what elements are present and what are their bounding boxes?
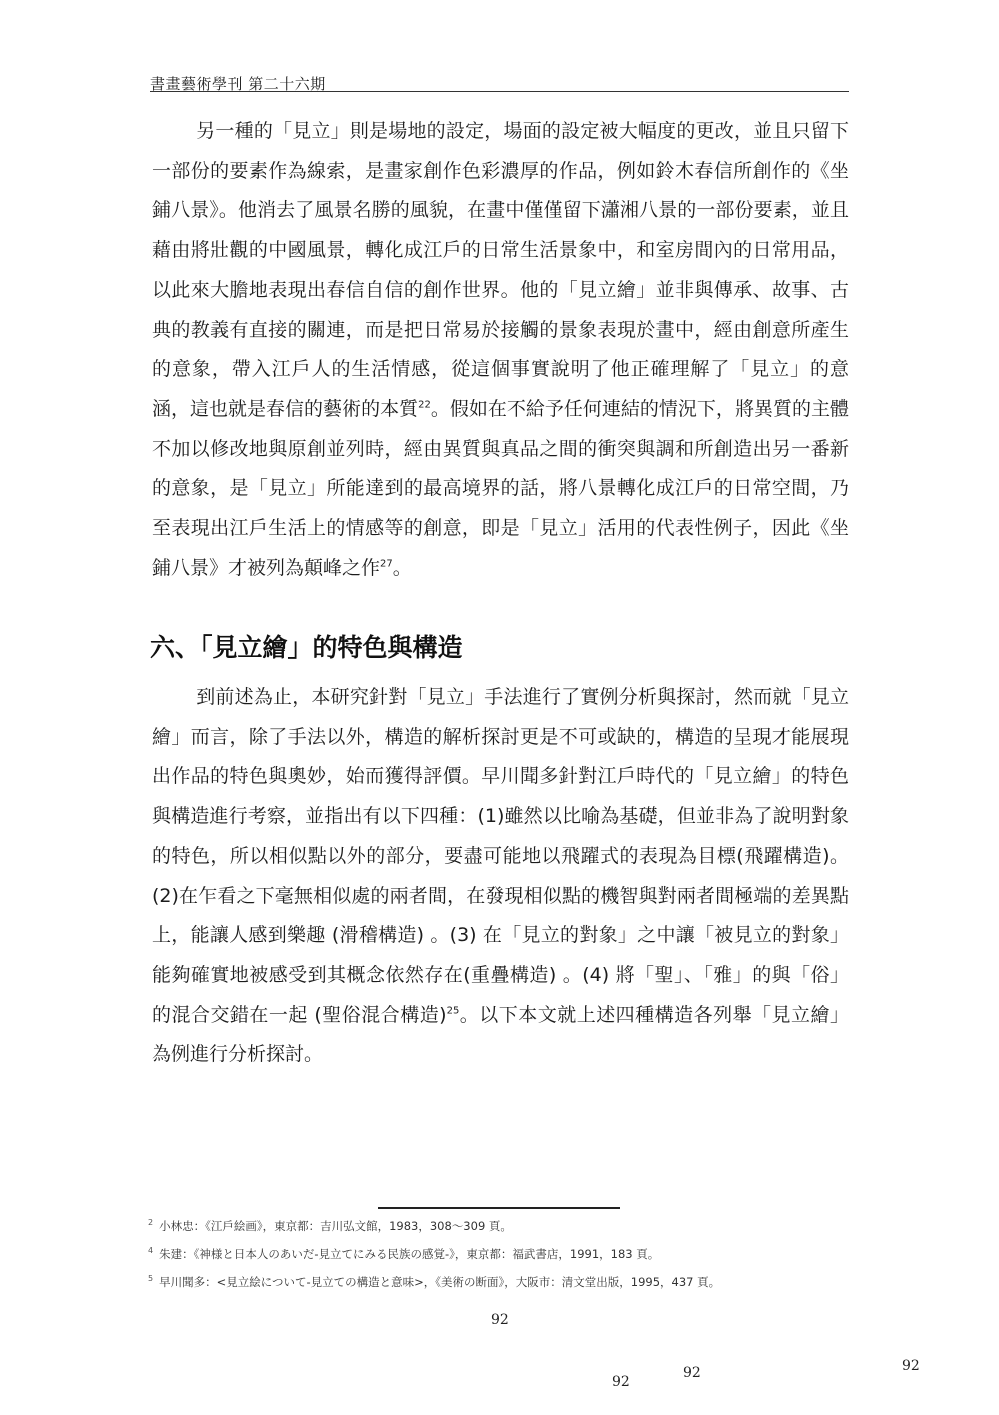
footnote-text: 朱建：《神様と日本人のあいだ-見立てにみる民族の感覚-》，東京都：福武書店，1991，183 頁。 [159, 1246, 660, 1261]
footnote-ref: 27 [380, 558, 393, 570]
paragraph-1 [152, 112, 849, 588]
journal-title: 書畫藝術學刊 第二十六期 [150, 75, 326, 93]
paragraph-2-text: 到前述為止，本研究針對「見立」手法進行了實例分析與探討，然而就「見立繪」而言，除了手法以外，構造的解析探討更是不可或缺的，構造的呈現才能展現出作品的特色與奧妙，始而獲得評價。早川聞多針對江戶時代的「見立繪」的特色與構造進行考察，並指出有以下四種：(1)雖然以比喻為基礎，但並非為了說明對象的特色，所以相似點以外的部分，要盡可能地以飛躍式的表現為目標(飛躍構造)。(2)在乍看之下毫無相似處的兩者間，在發現相似點的機智與對兩者間極端的差異點上，能讓人感到樂趣 (滑稽構造) 。(3) 在「見立的對象」之中讓「被見立的對象」能夠確實地被感受到其概念依然存在(重疊構造) 。(4) 將「聖」、「雅」的與「俗」的混合交錯在一起 (聖俗混合構造) [152, 686, 849, 1026]
footnote-ref: 22 [418, 399, 431, 411]
page-number: 92 [683, 1365, 701, 1381]
footnote-item [148, 1269, 848, 1297]
footnote-mark: 5 [148, 1274, 154, 1283]
footnote-text: 小林忠：《江戶絵画》，東京都：吉川弘文館，1983，308～309 頁。 [159, 1218, 512, 1233]
footnote-text: 早川聞多：<見立絵について-見立ての構造と意味>，《美術の断面》，大阪市：清文堂出版，1995，437 頁。 [159, 1274, 721, 1289]
footnote-ref: 25 [446, 1005, 460, 1017]
footnote-item [148, 1213, 848, 1241]
header-rule [150, 91, 849, 92]
footnote-mark: 2 [148, 1218, 154, 1227]
page-number: 92 [612, 1374, 630, 1390]
paragraph-1-text: 另一種的「見立」則是場地的設定，場面的設定被大幅度的更改，並且只留下一部份的要素作為線索，是畫家創作色彩濃厚的作品，例如鈴木春信所創作的《坐鋪八景》。他消去了風景名勝的風貌，在畫中僅僅留下瀟湘八景的一部份要素，並且藉由將壯觀的中國風景，轉化成江戶的日常生活景象中，和室房間內的日常用品，以此來大膽地表現出春信自信的創作世界。他的「見立繪」並非與傳承、故事、古典的教義有直接的關連，而是把日常易於接觸的景象表現於畫中，經由創意所產生的意象，帶入江戶人的生活情感，從這個事實說明了他正確理解了「見立」的意涵，這也就是春信的藝術的本質 [152, 120, 849, 420]
footnotes [148, 1213, 848, 1297]
page-number: 92 [491, 1312, 509, 1328]
paragraph-1-continued: 。假如在不給予任何連結的情況下，將異質的主體不加以修改地與原創並列時，經由異質與真品之間的衝突與調和所創造出另一番新的意象，是「見立」所能達到的最高境界的話，將八景轉化成江戶的日常空間，乃至表現出江戶生活上的情感等的創意，即是「見立」活用的代表性例子，因此《坐鋪八景》才被列為顛峰之作 [152, 397, 849, 579]
paragraph-2 [152, 678, 849, 1075]
section-heading: 六、「見立繪」的特色與構造 [150, 633, 463, 662]
page-number: 92 [902, 1358, 920, 1374]
paragraph-1-end: 。 [392, 556, 412, 579]
footnote-mark: 4 [148, 1246, 154, 1255]
footnote-rule [378, 1207, 620, 1209]
paragraph-2-continued: 。以下本文就上述四種構造各列舉「見立繪」為例進行分析探討。 [152, 1003, 849, 1066]
footnote-item [148, 1241, 848, 1269]
